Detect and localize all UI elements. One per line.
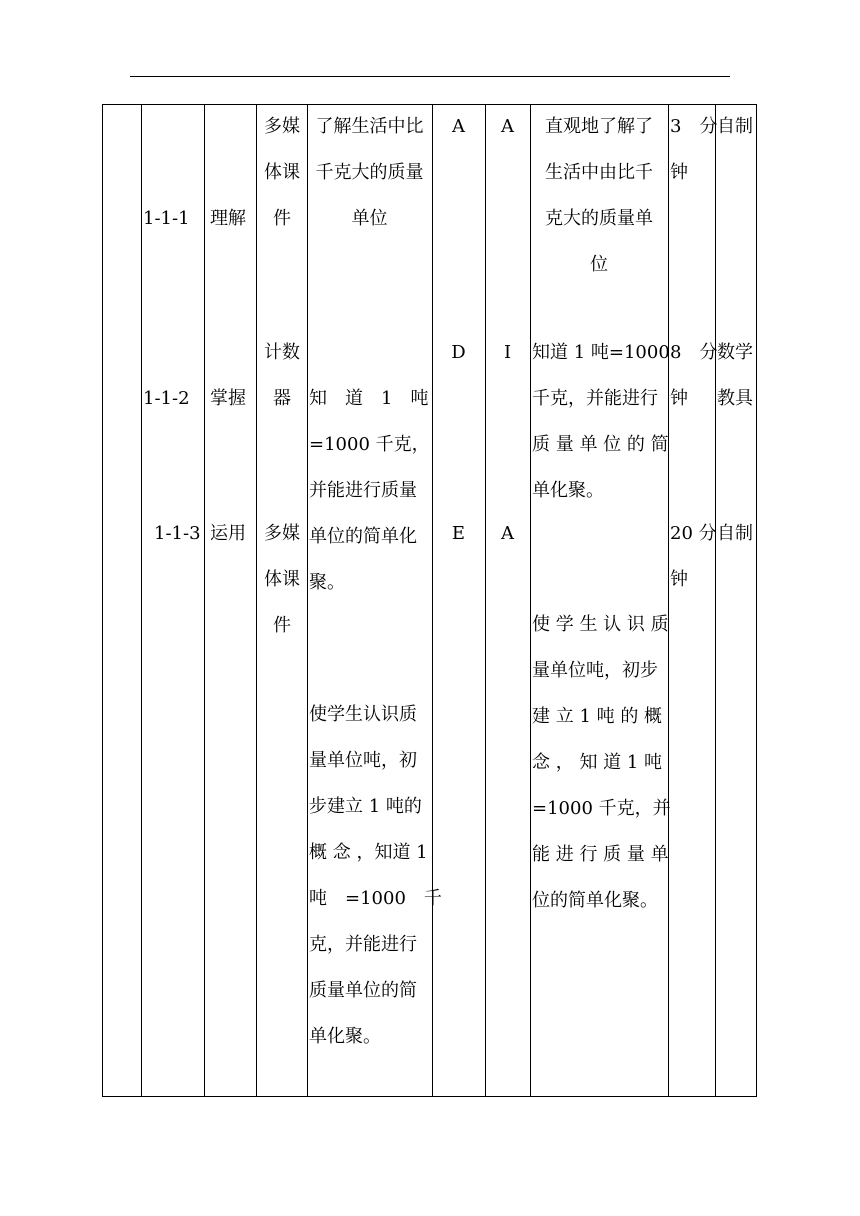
time-allotted: 8 分 钟 bbox=[670, 342, 718, 409]
column-divider bbox=[141, 104, 142, 1097]
objective-code: 1-1-2 bbox=[143, 388, 190, 409]
media-type: 多媒 体课 件 bbox=[264, 116, 300, 229]
objective-code: 1-1-1 bbox=[143, 208, 190, 229]
media-source: 数学 教具 bbox=[717, 342, 753, 409]
learning-goal: 了解生活中比 千克大的质量 单位 bbox=[315, 116, 424, 229]
column-divider bbox=[307, 104, 308, 1097]
column-divider bbox=[204, 104, 205, 1097]
media-source: 自制 bbox=[717, 523, 753, 544]
expected-effect: 知道 1 吨=1000 千克，并能进行 质 量 单 位 的 简 单化聚。 bbox=[532, 342, 670, 501]
learning-level: 理解 bbox=[210, 208, 246, 229]
column-divider bbox=[432, 104, 433, 1097]
usage-mode-code: I bbox=[503, 342, 512, 363]
media-function-code: A bbox=[452, 116, 465, 137]
time-allotted: 3 分 钟 bbox=[670, 116, 718, 183]
column-divider bbox=[256, 104, 257, 1097]
column-divider bbox=[530, 104, 531, 1097]
media-type: 计数 器 bbox=[264, 342, 300, 409]
time-allotted: 20 分 钟 bbox=[670, 523, 717, 590]
expected-effect: 直观地了解了 生活中由比千 克大的质量单 位 bbox=[545, 116, 653, 275]
media-source: 自制 bbox=[717, 116, 753, 137]
media-type: 多媒 体课 件 bbox=[264, 523, 300, 636]
header-rule bbox=[130, 76, 730, 77]
learning-level: 掌握 bbox=[210, 388, 246, 409]
learning-level: 运用 bbox=[210, 523, 246, 544]
learning-goal: 使学生认识质 量单位吨，初 步建立 1 吨的 概 念 ，知道 1 吨 =1000 千 克，并能进行 质量单位的简 单化聚。 bbox=[309, 704, 442, 1047]
expected-effect: 使 学 生 认 识 质 量单位吨，初步 建 立 1 吨 的 概 念 ， 知 道 1 吨 =1000 千克，并 能 进 行 质 量 单 位的简单化聚。 bbox=[532, 614, 671, 911]
usage-mode-code: A bbox=[501, 116, 514, 137]
media-function-code: D bbox=[451, 342, 466, 363]
usage-mode-code: A bbox=[501, 523, 514, 544]
learning-goal: 知 道 1 吨 =1000 千克， 并能进行质量 单位的简单化 聚。 bbox=[309, 388, 430, 593]
column-divider bbox=[485, 104, 486, 1097]
objective-code: 1-1-3 bbox=[154, 523, 201, 544]
column-divider bbox=[668, 104, 669, 1097]
media-function-code: E bbox=[451, 523, 466, 544]
